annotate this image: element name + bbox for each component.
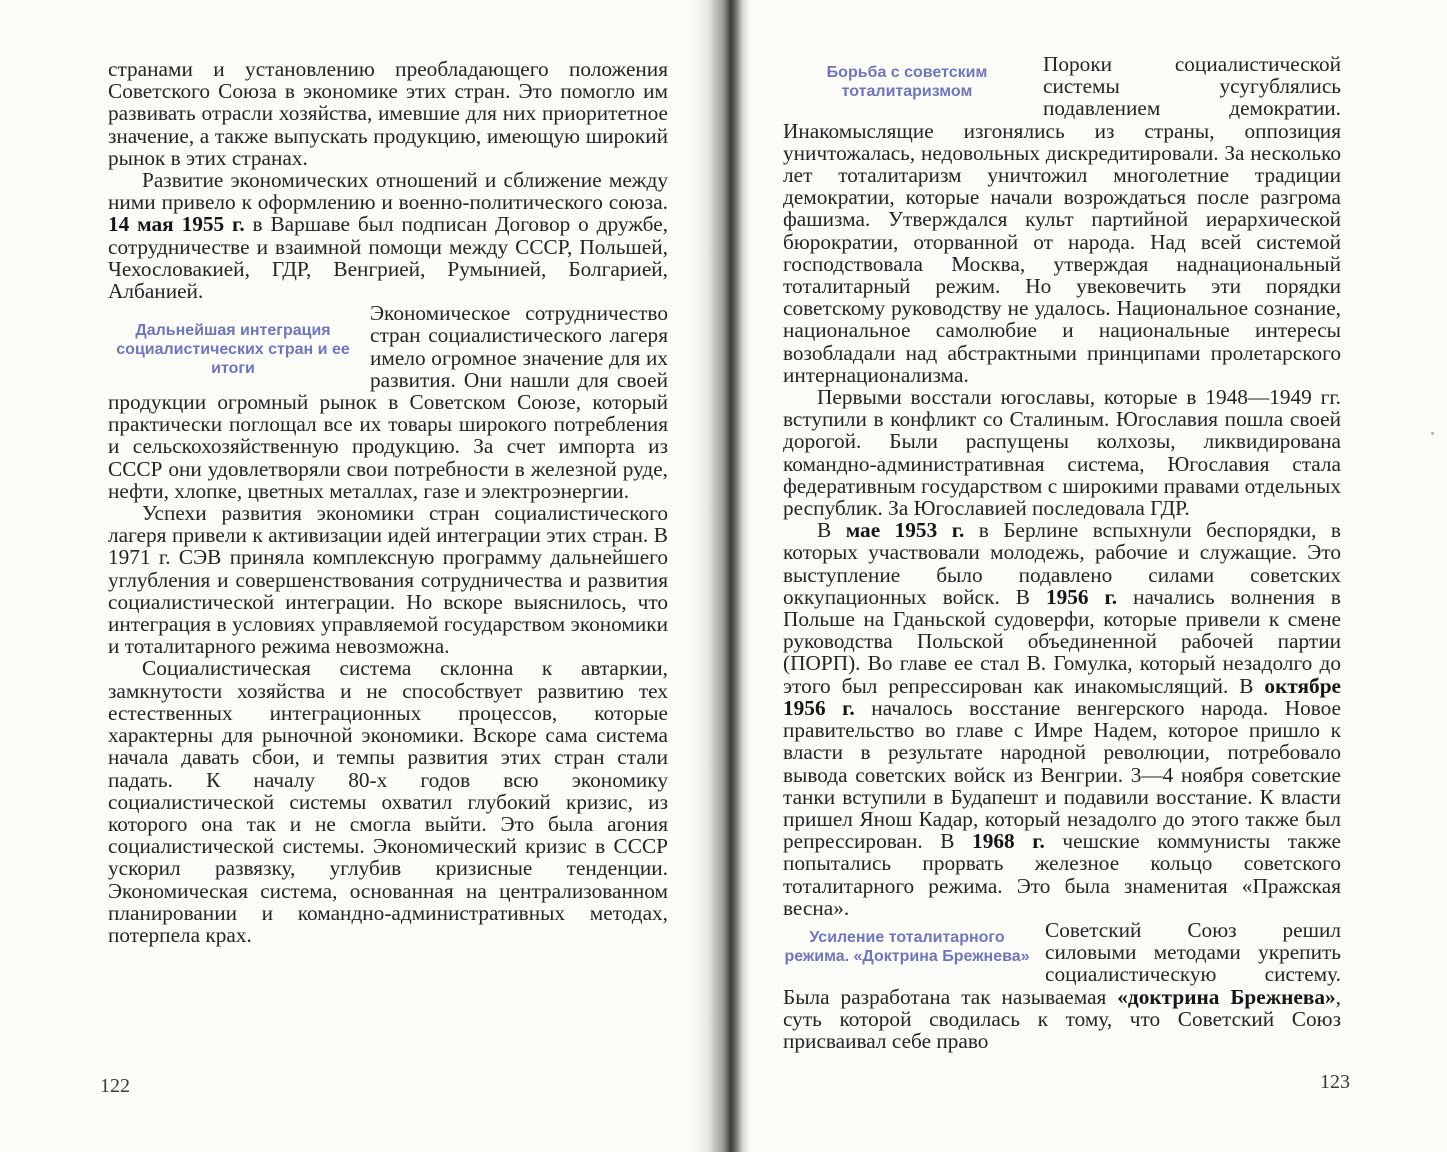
right-paragraph-4-text-1: Советский Союз решил силовыми методами укрепить социалистическую систему. Была разработана так называемая [783,917,1341,1009]
right-paragraph-1 [783,53,1341,386]
right-paragraph-4 [783,919,1341,1052]
left-paragraph-2-text-a: Развитие экономических отношений и сближение между ними привело к оформлению и военно-политического союза. [108,168,668,215]
right-paragraph-3-text-3: начались волнения в Польше на Гданьской судоверфи, которые привели к смене руководства Польской объединенной рабочей партии (ПОРП). Во главе ее стал В. Гомулка, который незадолго до этого был репрессирован как инакомыслящий. В [783,584,1341,698]
date-october-1956: октябре 1956 г. [783,673,1341,720]
page-number-left: 122 [100,1075,130,1097]
date-1968: 1968 г. [972,829,1045,854]
right-paragraph-3-text-5: чешские коммунисты также попытались прорвать железное кольцо советского тоталитарного режима. Это была знаменитая «Пражская весна». [783,829,1342,920]
left-paragraph-1: странами и установлению преобладающего положения Советского Союза в экономике этих стран. Это помогло им развивать отрасли хозяйства, имевшие для них приоритетное значение, а также выпускать продукцию, имеющую широкий рынок в этих странах. [108,57,668,170]
date-1956: 1956 г. [1045,584,1118,609]
right-page-text-column [783,53,1341,1052]
right-paragraph-3 [783,519,1341,919]
book-gutter [690,0,750,1152]
right-paragraph-4-text-2: , суть которой сводилась к тому, что Советский Союз присваивал себе право [783,984,1341,1053]
right-paragraph-3-text-1: В [817,518,846,543]
sidebar-heading-integration: Дальнейшая интеграция социалистических стран и ее итоги [116,322,350,378]
right-paragraph-3-text-2: в Берлине вспыхнули беспорядки, в которых участвовали молодежь, рабочие и служащие. Это выступление было подавлено силами советских оккупационных войск. В [783,518,1341,609]
date-may-1953: мае 1953 г. [845,518,965,543]
left-paragraph-2-text-b: в Варшаве был подписан Договор о дружбе, сотрудничестве и взаимной помощи между СССР, Польшей, Чехословакией, ГДР, Венгрией, Румынией, Болгарией, Албанией. [108,212,668,304]
left-paragraph-5: Социалистическая система склонна к автаркии, замкнутости хозяйства и не способствует развитию тех естественных интеграционных процессов, которые характерны для рыночной экономики. Вскоре сама система начала давать сбои, и темпы развития этих стран стали падать. К началу 80-х годов всю экономику социалистической системы охватил глубокий кризис, из которого она так и не смогла выйти. Это была агония социалистической системы. Экономический кризис в СССР ускорил развязку, углубив кризисные тенденции. Экономическая система, основанная на централизованном планировании и командно-административных методах, потерпела крах. [108,656,668,947]
left-paragraph-4: Успехи развития экономики стран социалистического лагеря привели к активизации идей интеграции этих стран. В 1971 г. СЭВ приняла комплексную программу дальнейшего углубления и совершенствования сотрудничества и развития социалистической интеграции. Но вскоре выяснилось, что интеграция в условиях управляемой государством экономики и тоталитарного режима невозможна. [108,501,668,659]
right-paragraph-1-text: Пороки социалистической системы усугублялись подавлением демократии. Инакомыслящие изгонялись из страны, оппозиция уничтожалась, недовольных дискредитировали. За несколько лет тоталитаризм уничтожил многолетние традиции демократии, которые начали возрождаться после разгрома фашизма. Утверждался культ партийной иерархической бюрократии, оторванной от народа. Над всей системой господствовала Москва, утверждая наднациональный тоталитарный режим. Но увековечить эти порядки советскому руководству не удалось. Национальное сознание, национальное самолюбие и национальные интересы возобладали над абстрактными принципами пролетарского интернационализма. [783,52,1341,387]
sidebar-heading-struggle: Борьба с советским тоталитаризмом [826,64,988,100]
right-paragraph-2: Первыми восстали югославы, которые в 1948—1949 гг. вступили в конфликт со Сталиным. Югославия пошла своей дорогой. Были распущены колхозы, ликвидирована командно-административная система, Югославия стала федеративным государством с широкими правами отдельных республик. За Югославией последовала ГДР. [783,385,1341,521]
left-paragraph-3 [108,302,668,502]
term-brezhnev-doctrine: «доктрина Брежнева» [1117,984,1336,1009]
scan-speck [1431,432,1434,435]
right-paragraph-3-text-4: началось восстание венгерского народа. Новое правительство во главе с Имре Надем, которое пришло к власти в результате народной революции, потребовало вывода советских войск из Венгрии. 3—4 ноября советские танки вступили в Будапешт и подавили восстание. К власти пришел Янош Кадар, который незадолго до этого также был репрессирован. В [783,695,1342,854]
left-paragraph-3-text: Экономическое сотрудничество стран социалистического лагеря имело огромное значение для их развития. Они нашли для своей продукции огромный рынок в Советском Союзе, который практически поглощал все их товары широкого потребления и сельскохозяйственную продукцию. За счет импорта из СССР они удовлетворяли свои потребности в железной руде, нефти, хлопке, цветных металлах, газе и электроэнергии. [108,301,668,503]
left-page-text-column [108,58,668,946]
date-14-may-1955: 14 мая 1955 г. [108,212,245,237]
page-number-right: 123 [1320,1071,1350,1093]
sidebar-heading-brezhnev-doctrine: Усиление тоталитарного режима. «Доктрина Брежнева» [784,928,1030,965]
left-paragraph-2 [108,169,668,302]
